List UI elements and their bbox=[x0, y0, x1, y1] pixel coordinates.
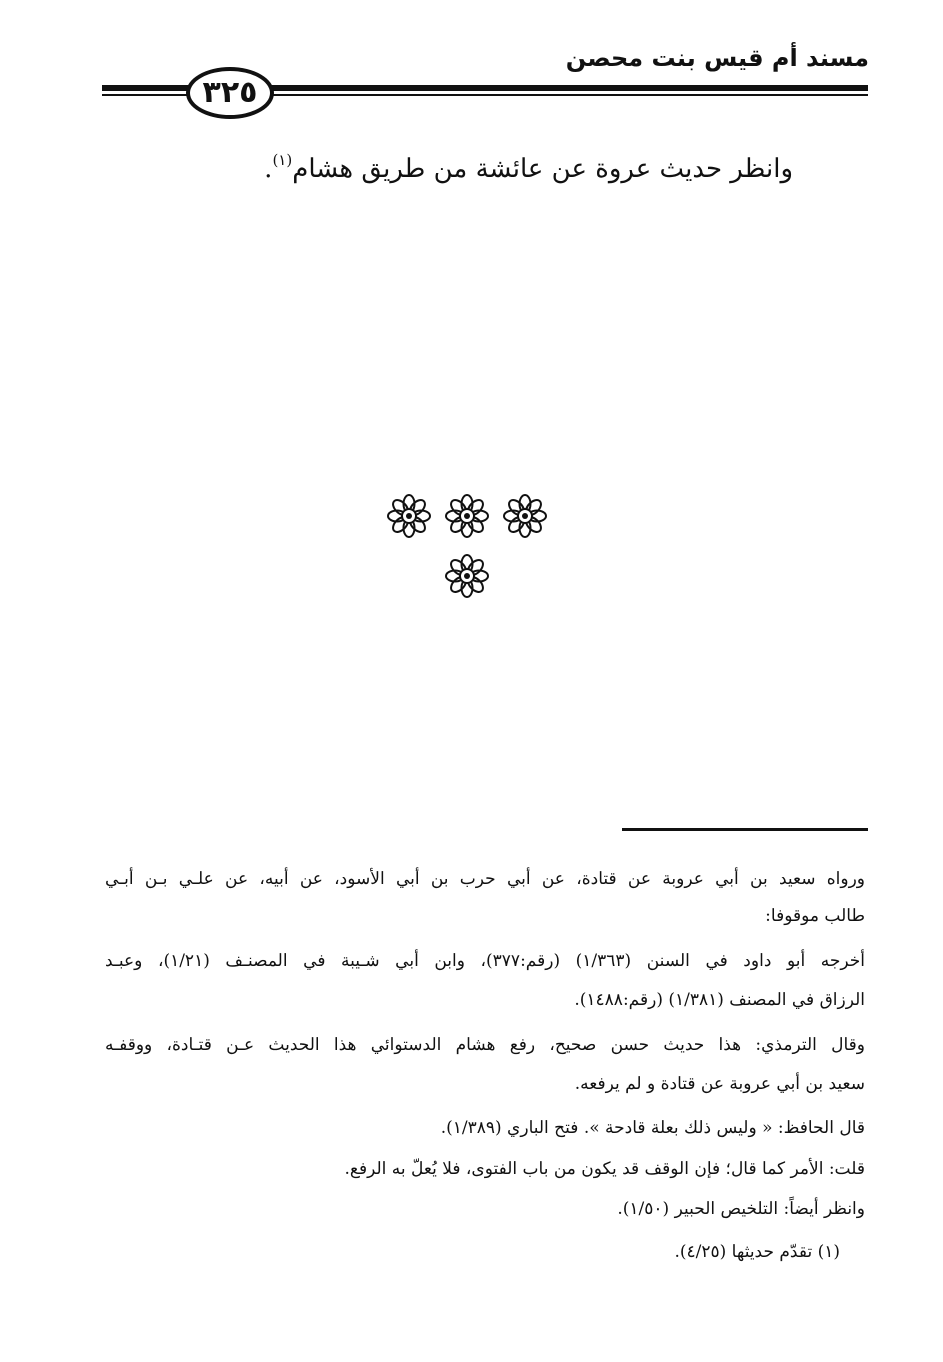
footnote-line: قال الحافظ: « وليس ذلك بعلة قادحة ». فتح الباري (١/٣٨٩). bbox=[440, 1118, 865, 1138]
running-header-title: مسند أم قيس بنت محصن bbox=[565, 44, 869, 72]
footnote-note-1: (١) تقدّم حديثها (٤/٢٥). bbox=[674, 1242, 840, 1262]
page-number: ٣٢٥ bbox=[202, 75, 258, 110]
footnote-separator bbox=[622, 828, 868, 831]
main-end-punct: . bbox=[264, 154, 273, 184]
footnote-line: سعيد بن أبي عروبة عن قتادة و لم يرفعه. bbox=[574, 1074, 865, 1094]
footnote-line: طالب موقوفا: bbox=[765, 906, 865, 926]
flower-ornament-icon bbox=[444, 493, 490, 539]
footnote-line: وانظر أيضاً: التلخيص الحبير (١/٥٠). bbox=[617, 1199, 865, 1219]
flower-ornament-icon bbox=[444, 553, 490, 599]
footnote-line: وقال الترمذي: هذا حديث حسن صحيح، رفع هشام الدستوائي هذا الحديث عـن قتـادة، ووقفـه bbox=[105, 1035, 865, 1055]
footnote-line: الرزاق في المصنف (١/٣٨١) (رقم:١٤٨٨). bbox=[574, 990, 865, 1010]
page-number-oval bbox=[186, 67, 274, 119]
flower-ornament-icon bbox=[386, 493, 432, 539]
main-text: وانظر حديث عروة عن عائشة من طريق هشام bbox=[292, 154, 793, 184]
footnote-line: ورواه سعيد بن أبي عروبة عن قتادة، عن أبي حرب بن أبي الأسود، عن أبيه، عن علـي بـن أبـي bbox=[105, 869, 865, 889]
footnote-line: قلت: الأمر كما قال؛ فإن الوقف قد يكون من باب الفتوى، فلا يُعلّ به الرفع. bbox=[344, 1159, 865, 1179]
footnote-marker: (١) bbox=[272, 151, 293, 169]
flower-ornament-icon bbox=[502, 493, 548, 539]
main-text-line bbox=[264, 138, 793, 191]
footnote-line: أخرجه أبو داود في السنن (١/٣٦٣) (رقم:٣٧٧)، وابن أبي شـيبة في المصنـف (١/٢١)، وعبـد bbox=[105, 951, 865, 971]
